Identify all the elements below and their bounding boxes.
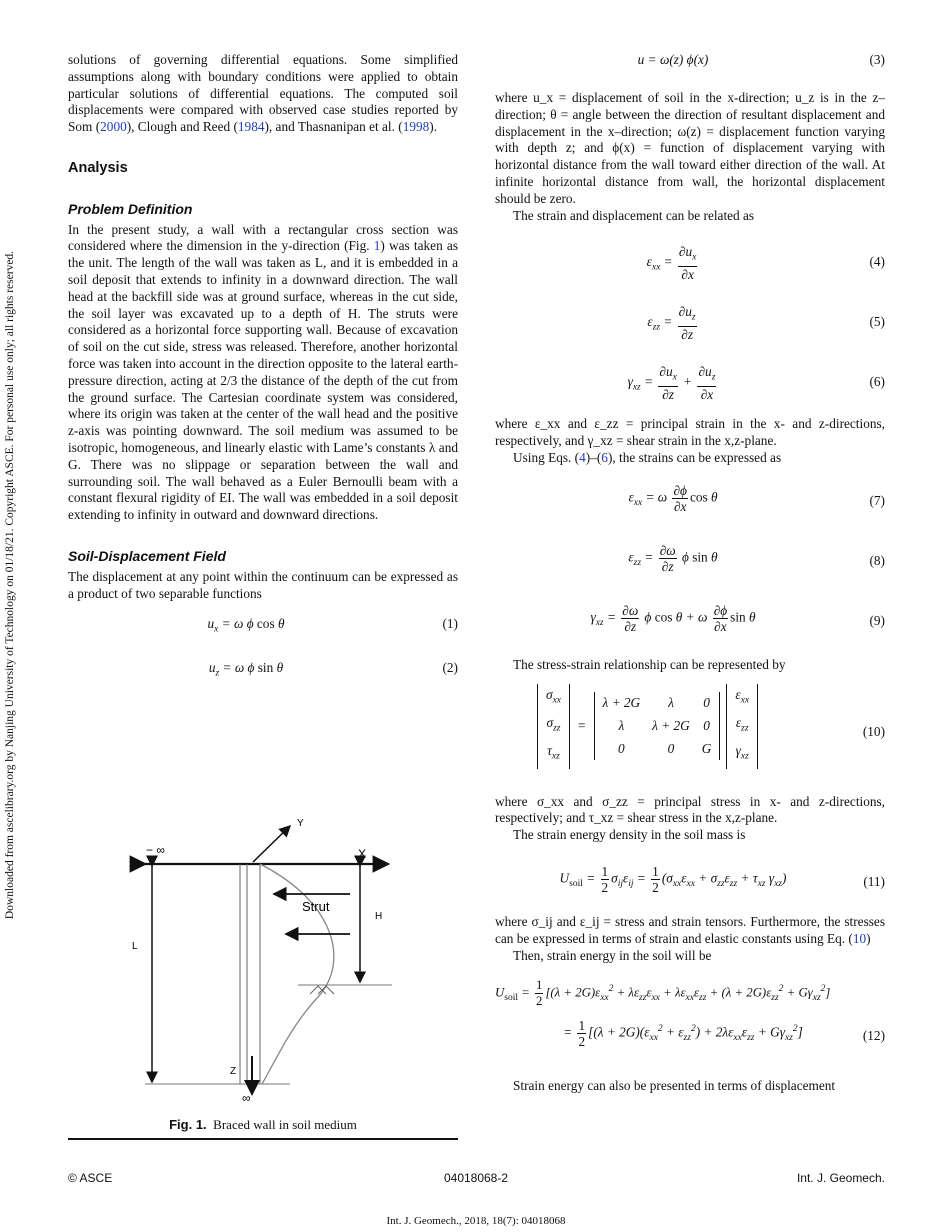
strain-vector: $\varepsilon_{xx}$ $\varepsilon_{zz}$ $\gamma_{xz}$ (726, 684, 758, 769)
equation-2: $u_z = \omega$ ϕ sin θ (2) (208, 660, 458, 679)
equation-11: $U_{soil}$ = $\frac{1}{2}$ $\sigma_{ij}\varepsilon_{ij}$ = $\frac{1}{2}$ ($\sigma_{xx}\varepsilon_{xx} + \sigma_{zz}\varepsilon_{zz} + \tau_{xz}$ $\gamma_{xz}$) (11) (559, 863, 885, 895)
equation-12-line1: $U_{soil}$ = $\frac{1}{2}$ $[(\lambda + 2G)\varepsilon_{xx}^2 + \lambda\varepsilon_{zz}\varepsilon_{xx} + \lambda\varepsilon_{xx}\varepsilon_{zz} + (\lambda + 2G)\varepsilon_{zz}^2 + G\gamma_{xz}^2]$ (495, 978, 831, 1009)
minus-infinity-label: − ∞ (146, 843, 165, 857)
stiffness-matrix: λ + 2G λ 0 λ λ + 2G 0 0 0 G (594, 692, 721, 760)
equation-3: u = ω(z) ϕ(x) (3) (637, 52, 885, 67)
equation-9: $\gamma_{xz}$ = $\frac{\partial\omega}{\partial z}$ ϕ cos θ + ω $\frac{\partial\phi}{\partial x}$ sin θ (9) (590, 602, 885, 634)
figure-caption-label: Fig. 1. (169, 1117, 207, 1132)
footer-page-id: 04018068-2 (443, 1171, 509, 1185)
footer-copyright: © ASCE (68, 1171, 113, 1185)
strut-label: Strut (302, 899, 330, 914)
strain-intro: The strain and displacement can be related as (513, 207, 755, 223)
eq10-ref[interactable]: 10 (852, 930, 867, 946)
strain-energy-intro: Then, strain energy in the soil will be (513, 947, 712, 963)
ref-thasnanipan[interactable]: 1998 (402, 119, 430, 135)
left-column (68, 52, 458, 680)
equation-12-line2: = $\frac{1}{2}$ $[(\lambda + 2G)(\varepsilon_{xx}^2 + \varepsilon_{zz}^2) + 2\lambda\varepsilon_{xx}\varepsilon_{zz} + G\gamma_{xz}^2]$ (12) (563, 1018, 885, 1050)
braced-wall-figure (110, 812, 400, 1102)
z-label: Z (230, 1066, 237, 1077)
stress-vector: $\sigma_{xx}$ $\sigma_{zz}$ $\tau_{xz}$ (537, 684, 570, 769)
strain-energy-displacement-text: Strain energy can also be presented in terms of displacement (513, 1078, 836, 1094)
where-stress-paragraph: where σ_xx and σ_zz = principal stress in x- and z-directions, respectively; and τ_xz = shear stress in the x,z-plane. (495, 793, 885, 826)
fig1-ref[interactable]: 1 (373, 238, 381, 254)
figure-rule (68, 1138, 458, 1140)
using-eqs-paragraph: Using Eqs. (4)–(6), the strains can be expressed as (513, 449, 782, 465)
figure-caption (68, 1117, 458, 1133)
eq6-ref[interactable]: 6 (601, 449, 608, 465)
equation-1: $u_x = \omega$ ϕ cos θ (1) (207, 616, 458, 635)
footer-journal: Int. J. Geomech. (796, 1171, 885, 1185)
equation-7: $\varepsilon_{xx} = \omega$ $\frac{\partial\phi}{\partial x}$ cos θ (7) (628, 482, 885, 514)
stress-strain-intro: The stress-strain relationship can be represented by (513, 656, 786, 672)
l-label: L (132, 941, 138, 952)
soil-displacement-paragraph: The displacement at any point within the continuum can be expressed as a product of two separable functions (68, 568, 458, 601)
intro-paragraph: solutions of governing differential equations. Some simplified assumptions along with boundary conditions were applied to obtain particular solutions of differential equations. The computed soil displacements were compared with observed case studies reported by Som (2000), Clough and Reed (1984), and Thasnanipan et al. (1998). (68, 52, 458, 135)
x-label: X (358, 847, 367, 861)
problem-definition-heading: Problem Definition (68, 200, 193, 217)
wall-deflection-curve (260, 864, 334, 1084)
ref-clough[interactable]: 1984 (237, 119, 265, 135)
download-notice (2, 190, 18, 980)
eq4-ref[interactable]: 4 (579, 449, 586, 465)
h-label: H (375, 911, 383, 922)
where-strain-paragraph: where ε_xx and ε_zz = principal strain in the x- and z-directions, respectively, and γ_xz = shear strain in the x,z-plane. (495, 416, 885, 449)
where-displacement-paragraph: where u_x = displacement of soil in the x-direction; u_z is in the z–direction; θ = angle between the direction of resultant displacement and displacement in the x–direction; ω(z) = displacement function varying with depth z; and ϕ(x) = function of displacement varying with horizontal distance from the wall toward either direction of the wall. At infinite horizontal distance from wall, the horizontal displacement should be zero. (495, 90, 885, 206)
download-notice-text: Downloaded from ascelibrary.org by Nanjing University of Technology on 01/18/21. Copyright ASCE. For personal use only; all rights reserved. (4, 250, 16, 920)
equation-6: $\gamma_{xz}$ = $\frac{\partial u_x}{\partial z}$ + $\frac{\partial u_z}{\partial x}$ (6) (627, 364, 885, 403)
equation-10: $\sigma_{xx}$ $\sigma_{zz}$ $\tau_{xz}$ = λ + 2G λ 0 λ λ + 2G 0 0 0 G $\varepsilon_{xx}$ $\varepsilon_{zz}$ $\gamma_{xz}$ (10) (495, 684, 885, 780)
equation-8: $\varepsilon_{zz}$ = $\frac{\partial\omega}{\partial z}$ ϕ sin θ (8) (628, 542, 885, 574)
equation-5: $\varepsilon_{zz}$ = $\frac{\partial u_z}{\partial z}$ (5) (647, 304, 885, 343)
y-label: Y (297, 818, 304, 829)
soil-displacement-heading: Soil-Displacement Field (68, 547, 226, 564)
figure-caption-text: Braced wall in soil medium (213, 1117, 357, 1132)
y-axis-arrow (253, 826, 290, 862)
citation-line: Int. J. Geomech., 2018, 18(7): 04018068 (386, 1215, 566, 1227)
ref-som[interactable]: 2000 (100, 119, 127, 135)
problem-definition-paragraph: In the present study, a wall with a rectangular cross section was considered where the dimension in the y-direction (Fig. 1) was taken as the unit. The length of the wall was taken as L, and it is embedded in a soil deposit that extends to infinity in a downward direction. The wall head at the backfill side was at ground surface, whereas in the cut side, the soil layer was excavated up to a depth of H. The struts were considered as a horizontal force supporting wall. Because of excavation of soil on the cut side, stress was released. Therefore, another horizontal force was taken into account in the direction opposite to the lateral earth-pressure direction, acting at 2/3 the distance of the depth of the cut from the ground surface. The Cartesian coordinate system was considered, where its origin was taken at the center of the wall head and the positive z-axis was pointing downward. The soil medium was assumed to be isotropic, homogeneous, and linearly elastic with Lame’s constants λ and G. There was no slippage or separation between the wall and surrounding soil. The wall behaved as a Euler Bernoulli beam with a constant flexural rigidity of EI. The wall was embedded in a soil deposit extending to infinity in outward and downward directions. (68, 221, 459, 523)
analysis-heading: Analysis (68, 159, 128, 176)
right-column (495, 52, 885, 1095)
where-tensor-paragraph: where σ_ij and ε_ij = stress and strain tensors. Furthermore, the stresses can be expressed in terms of strain and elastic constants using Eq. (10) (495, 913, 885, 946)
infinity-label: ∞ (242, 1091, 251, 1102)
energy-density-intro: The strain energy density in the soil mass is (513, 827, 746, 843)
equation-4: $\varepsilon_{xx}$ = $\frac{\partial u_x}{\partial x}$ (4) (646, 244, 885, 283)
